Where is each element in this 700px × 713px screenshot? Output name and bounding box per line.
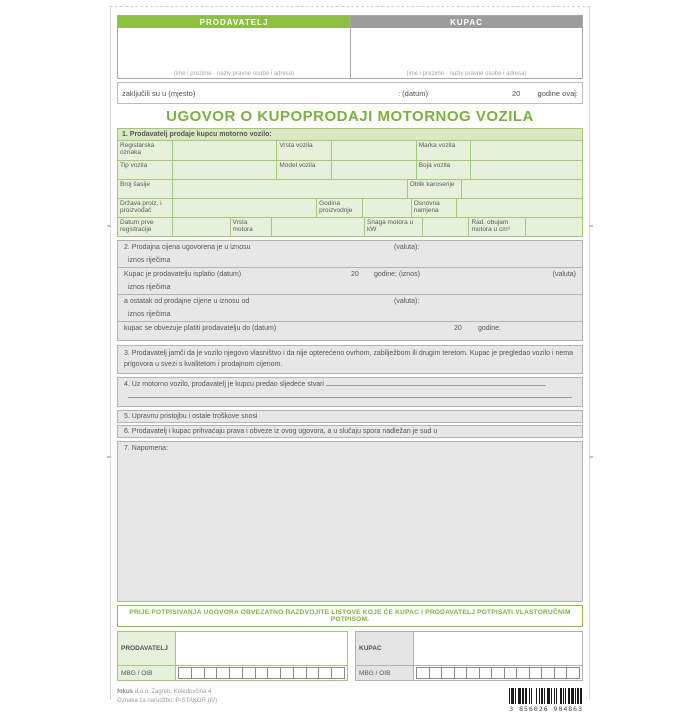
paper-sheet	[110, 6, 590, 713]
pay-by-row[interactable]	[118, 321, 582, 340]
publisher-address: d.o.o. Zagreb, Koledovčina 4	[134, 689, 212, 695]
footer	[117, 688, 583, 713]
buyer-oib-comb[interactable]	[414, 666, 582, 680]
datum-prve-reg-label: Datum prve registracije	[118, 218, 173, 236]
marka-vozila-label: Marka vozila	[417, 141, 472, 160]
section-1-vehicle-table	[117, 128, 583, 237]
reg-oznaka-label: Registarska oznaka	[118, 141, 173, 160]
paid-amount-row[interactable]	[118, 267, 582, 294]
buyer-signature-label: KUPAC	[356, 632, 414, 665]
concluded-row	[117, 82, 583, 104]
order-code: Oznaka za narudžbu: P-STAKOR (IV)	[117, 698, 218, 704]
edge-mark	[589, 225, 593, 227]
warning-strip: PRIJE POTPISIVANJA UGOVORA OBVEZATNO RAZDVOJITE LISTOVE KOJE ĆE KUPAC I PRODAVATELJ POTPISATI VLASTORUČNIM POTPISOM.	[117, 605, 583, 627]
payby-godine-label: godine.	[478, 325, 501, 332]
signature-area	[117, 631, 583, 681]
parties-box	[117, 15, 583, 79]
barcode	[509, 688, 583, 713]
osnovna-namjena-label: Osnovna namjena	[412, 199, 457, 217]
section-6-jurisdiction: 6. Prodavatelj i kupac prihvaćaju prava i obveze iz ovog ugovora, a u slučaju spora nadležan je sud u	[117, 425, 583, 438]
amount-in-words-label: iznos riječima	[128, 257, 171, 264]
osnovna-namjena-field[interactable]	[457, 199, 582, 217]
section-7-remarks[interactable]	[117, 441, 583, 602]
godina-proizvodnje-label: Godina proizvodnje	[317, 199, 363, 217]
concluded-year-suffix: godine ovaj:	[537, 89, 578, 98]
snaga-motora-label: Snaga motora u kW	[365, 218, 423, 236]
boja-vozila-label: Boja vozila	[417, 161, 472, 179]
radni-obujam-label: Rad. obujam motora u cm³	[469, 218, 526, 236]
remainder-label: a ostatak od prodajne cijene u iznosu od	[124, 298, 250, 305]
paid-label: Kupac je prodavatelju isplatio (datum)	[124, 271, 242, 278]
concluded-date-label: : (datum)	[398, 89, 429, 98]
price-agreed-row[interactable]	[118, 241, 582, 267]
paid-godine-iznos-label: godine; (iznos)	[374, 271, 420, 278]
edge-mark	[589, 456, 593, 458]
items-fill-line[interactable]	[326, 385, 546, 386]
seller-oib-comb[interactable]	[176, 666, 347, 680]
seller-mbg-label: MBG / OIB	[118, 666, 176, 680]
paid-currency-label: (valuta)	[552, 271, 576, 278]
datum-prve-reg-field[interactable]	[173, 218, 231, 236]
vrsta-motora-label: Vrsta motora	[231, 218, 273, 236]
model-vozila-field[interactable]	[332, 161, 417, 179]
marka-vozila-field[interactable]	[471, 141, 582, 160]
price-agreed-label: 2. Prodajna cijena ugovorena je u iznosu	[124, 244, 251, 251]
edge-mark	[107, 456, 111, 458]
publisher-info	[117, 688, 217, 706]
section-2-price	[117, 240, 583, 341]
buyer-column	[350, 16, 582, 78]
vrsta-vozila-label: Vrsta vozila	[277, 141, 332, 160]
seller-signature-field[interactable]	[176, 632, 347, 665]
vrsta-motora-field[interactable]	[272, 218, 365, 236]
broj-sasije-label: Broj šasije	[118, 180, 173, 198]
publisher-name: fokus	[117, 689, 134, 695]
currency-label: (valuta):	[394, 298, 420, 305]
table-row	[118, 198, 582, 217]
godina-proizvodnje-field[interactable]	[363, 199, 412, 217]
radni-obujam-field[interactable]	[526, 218, 582, 236]
remainder-row[interactable]	[118, 294, 582, 321]
table-row	[118, 179, 582, 198]
buyer-caption: (ime i prezime - naziv pravne osobe i adresa)	[406, 71, 527, 77]
table-row	[118, 141, 582, 160]
table-row	[118, 217, 582, 236]
broj-sasije-field[interactable]	[173, 180, 408, 198]
boja-vozila-field[interactable]	[471, 161, 582, 179]
seller-signature-box	[117, 631, 348, 681]
seller-header-bar: PRODAVATELJ	[118, 16, 350, 28]
model-vozila-label: Model vozila	[277, 161, 332, 179]
barcode-bars	[509, 688, 583, 704]
amount-in-words-label: iznos riječima	[128, 311, 171, 318]
seller-column	[118, 16, 350, 78]
buyer-signature-field[interactable]	[414, 632, 582, 665]
barcode-digits: 3 856026 904863	[509, 705, 583, 713]
concluded-place-label: zaključili su u (mjesto)	[122, 89, 196, 98]
snaga-motora-field[interactable]	[423, 218, 470, 236]
oblik-karoserije-field[interactable]	[462, 180, 582, 198]
concluded-year-prefix: 20	[512, 89, 521, 98]
reg-oznaka-field[interactable]	[173, 141, 278, 160]
payby-year-prefix: 20	[454, 325, 462, 332]
remarks-label: 7. Napomena:	[124, 445, 168, 452]
buyer-name-field[interactable]	[351, 28, 582, 78]
currency-label: (valuta):	[394, 244, 420, 251]
section-1-header: 1. Prodavatelj prodaje kupcu motorno vozilo:	[118, 129, 582, 141]
section-3-warranty: 3. Prodavatelj jamči da je vozilo njegovo vlasništvo i da nije opterećeno ovrhom, zabilježbom ili drugim teretom. Kupac je pregledao vozilo i nema prigovora u svezi s kvalitetom i prodajnom cijenom.	[117, 345, 583, 374]
oblik-karoserije-label: Oblik karoserije	[408, 180, 462, 198]
page-title: UGOVOR O KUPOPRODAJI MOTORNOG VOZILA	[166, 108, 534, 125]
amount-in-words-label: iznos riječima	[128, 284, 171, 291]
buyer-mbg-label: MBG / OIB	[356, 666, 414, 680]
buyer-oib-cells[interactable]	[416, 667, 580, 679]
section-5-fees: 5. Upravnu pristojbu i ostale troškove snosi	[117, 410, 583, 423]
paid-year-prefix: 20	[351, 271, 359, 278]
drzava-proiz-label: Država proiz. i proizvođač	[118, 199, 173, 217]
tip-vozila-field[interactable]	[173, 161, 278, 179]
vrsta-vozila-field[interactable]	[332, 141, 417, 160]
tip-vozila-label: Tip vozila	[118, 161, 173, 179]
seller-caption: (ime i prezime - naziv pravne osobe i adresa)	[173, 71, 295, 77]
items-fill-line-2[interactable]	[128, 397, 572, 398]
buyer-signature-box	[355, 631, 583, 681]
seller-signature-label: PRODAVATELJ	[118, 632, 176, 665]
pay-by-label: kupac se obvezuje platiti prodavatelju do (datum)	[124, 325, 277, 332]
section-4-items[interactable]	[117, 377, 583, 407]
edge-mark	[107, 225, 111, 227]
drzava-proiz-field[interactable]	[173, 199, 317, 217]
seller-name-field[interactable]	[118, 28, 350, 78]
items-label: 4. Uz motorno vozilo, prodavatelj je kupcu predao sljedeće stvari	[124, 381, 324, 388]
seller-oib-cells[interactable]	[178, 667, 345, 679]
table-row	[118, 160, 582, 179]
buyer-header-bar: KUPAC	[351, 16, 582, 28]
